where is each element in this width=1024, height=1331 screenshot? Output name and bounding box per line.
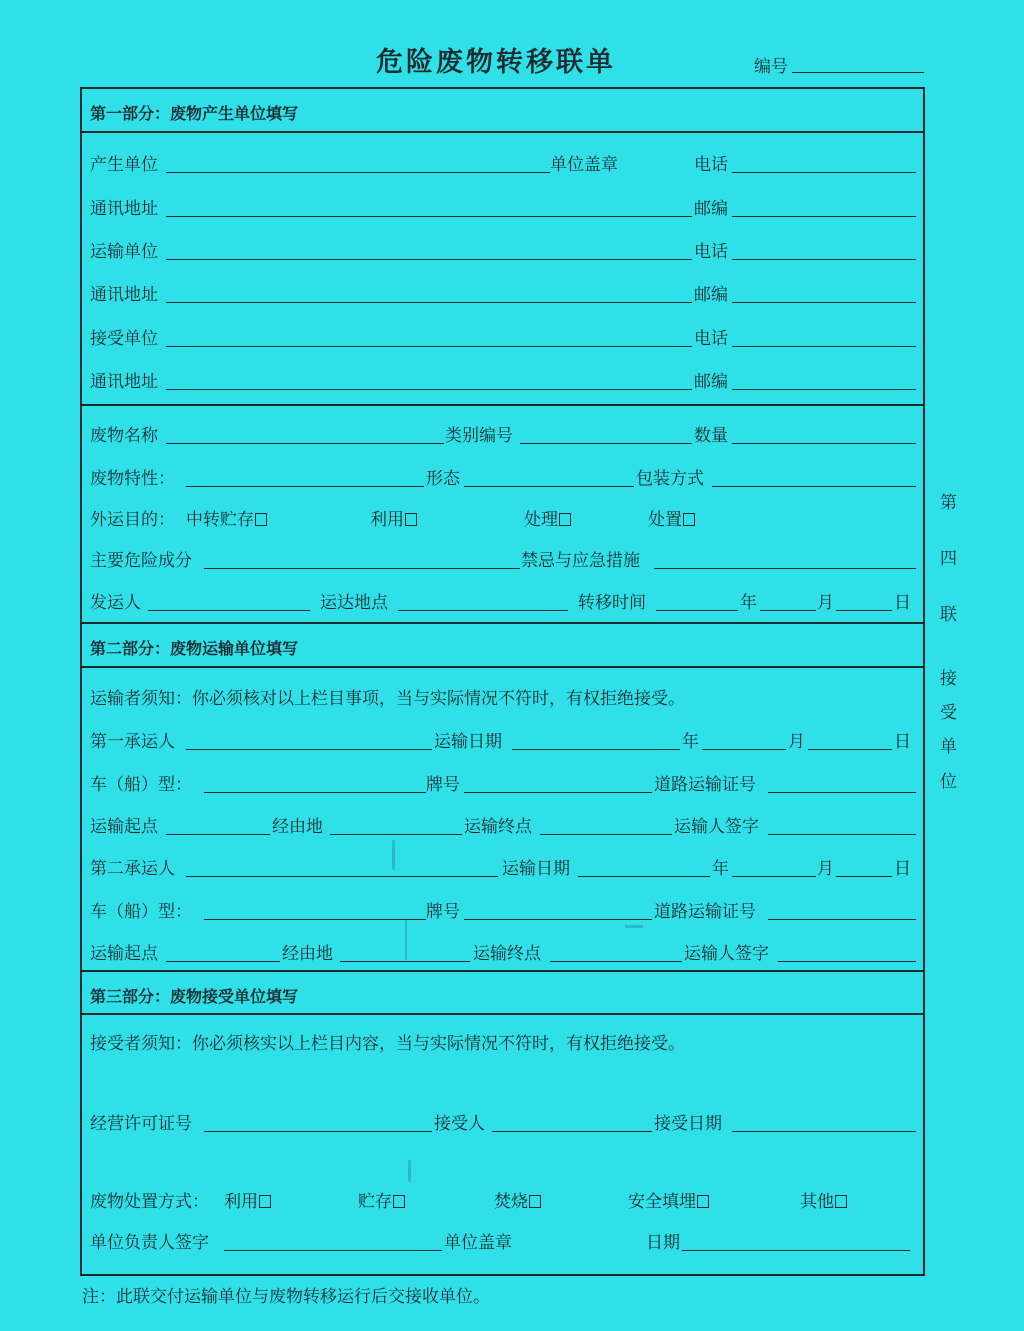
transport-date-label: 运输日期	[502, 859, 570, 879]
transfer-time-label: 转移时间	[578, 593, 646, 613]
receiver-field[interactable]	[166, 346, 692, 347]
road-permit-label: 道路运输证号	[654, 775, 756, 795]
year-field[interactable]	[578, 876, 710, 877]
end-label: 运输终点	[473, 944, 541, 964]
receive-date-field[interactable]	[732, 1131, 916, 1132]
postcode-field[interactable]	[732, 216, 916, 217]
form-frame	[80, 87, 925, 1276]
purpose-option[interactable]: 处理	[524, 505, 571, 530]
receive-date-label: 接受日期	[654, 1114, 722, 1134]
emergency-field[interactable]	[654, 568, 916, 569]
shipper-label: 发运人	[90, 593, 141, 613]
form-label: 形态	[426, 469, 460, 489]
producer-field[interactable]	[166, 172, 550, 173]
signature-field[interactable]	[768, 834, 916, 835]
transport-date-label: 运输日期	[434, 732, 502, 752]
divider	[80, 1013, 925, 1015]
side-label-char: 接	[940, 669, 957, 689]
phone-label: 电话	[694, 329, 728, 349]
side-label-char: 四	[940, 549, 957, 569]
checkbox[interactable]	[697, 1195, 709, 1208]
month-label: 月	[817, 593, 834, 613]
purpose-option[interactable]: 利用	[370, 505, 417, 530]
day-label: 日	[894, 732, 911, 752]
signature-field[interactable]	[778, 961, 916, 962]
receive-notice: 接受者须知：你必须核实以上栏目内容，当与实际情况不符时，有权拒绝接受。	[90, 1034, 685, 1054]
destination-label: 运达地点	[320, 593, 388, 613]
phone-field[interactable]	[732, 346, 916, 347]
purpose-option[interactable]: 处置	[648, 505, 695, 530]
form-field[interactable]	[464, 486, 634, 487]
quantity-field[interactable]	[732, 443, 916, 444]
producer-label: 产生单位	[90, 155, 158, 175]
checkbox[interactable]	[405, 513, 417, 526]
plate-field[interactable]	[464, 792, 652, 793]
footnote: 注：此联交付运输单位与废物转移运行后交接收单位。	[82, 1287, 490, 1307]
quantity-label: 数量	[694, 426, 728, 446]
road-permit-field[interactable]	[768, 919, 916, 920]
day-label: 日	[894, 593, 911, 613]
purpose-option[interactable]: 中转贮存	[186, 505, 267, 530]
disposal-label: 废物处置方式：	[90, 1192, 209, 1212]
waste-name-label: 废物名称	[90, 426, 158, 446]
phone-field[interactable]	[732, 259, 916, 260]
waste-name-field[interactable]	[166, 443, 444, 444]
phone-label: 电话	[694, 242, 728, 262]
serial-number-label: 编号	[754, 57, 788, 77]
month-field[interactable]	[702, 749, 786, 750]
emergency-label: 禁忌与应急措施	[521, 551, 640, 571]
divider	[80, 404, 925, 406]
month-label: 月	[817, 859, 834, 879]
receiver-label: 接受单位	[90, 329, 158, 349]
transporter-label: 运输单位	[90, 242, 158, 262]
signature-label: 运输人签字	[674, 817, 759, 837]
month-field[interactable]	[760, 610, 816, 611]
year-label: 年	[682, 732, 699, 752]
start-field[interactable]	[166, 961, 280, 962]
day-field[interactable]	[836, 876, 892, 877]
carrier2-field[interactable]	[186, 876, 498, 877]
end-label: 运输终点	[464, 817, 532, 837]
road-permit-field[interactable]	[768, 792, 916, 793]
disposal-option[interactable]: 焚烧	[494, 1187, 541, 1212]
hazard-field[interactable]	[204, 568, 520, 569]
transport-notice: 运输者须知：你必须核对以上栏目事项，当与实际情况不符时，有权拒绝接受。	[90, 689, 685, 709]
category-label: 类别编号	[445, 426, 513, 446]
packaging-field[interactable]	[712, 486, 916, 487]
checkbox[interactable]	[835, 1195, 847, 1208]
checkbox[interactable]	[255, 513, 267, 526]
waste-property-field[interactable]	[186, 486, 424, 487]
receiver-person-label: 接受人	[434, 1114, 485, 1134]
category-field[interactable]	[520, 443, 692, 444]
manager-sign-label: 单位负责人签字	[90, 1233, 209, 1253]
side-label-char: 单	[940, 737, 957, 757]
license-label: 经营许可证号	[90, 1114, 192, 1134]
postcode-label: 邮编	[694, 199, 728, 219]
paper-blemish	[625, 925, 643, 928]
seal-label: 单位盖章	[444, 1233, 512, 1253]
year-label: 年	[740, 593, 757, 613]
side-label-char: 联	[940, 605, 957, 625]
vehicle-label: 车（船）型：	[90, 902, 192, 922]
address-label: 通讯地址	[90, 199, 158, 219]
divider	[80, 131, 925, 133]
signature-label: 运输人签字	[684, 944, 769, 964]
part3-title: 第三部分：废物接受单位填写	[90, 987, 299, 1006]
phone-field[interactable]	[732, 172, 916, 173]
address-field[interactable]	[166, 389, 692, 390]
side-label-char: 受	[940, 703, 957, 723]
postcode-label: 邮编	[694, 285, 728, 305]
side-label-char: 位	[940, 772, 957, 792]
divider	[80, 622, 925, 624]
checkbox[interactable]	[559, 513, 571, 526]
year-field[interactable]	[512, 749, 680, 750]
day-label: 日	[894, 859, 911, 879]
address-label: 通讯地址	[90, 372, 158, 392]
end-field[interactable]	[550, 961, 682, 962]
form-title: 危险废物转移联单	[376, 47, 616, 78]
shipper-field[interactable]	[148, 610, 310, 611]
phone-label: 电话	[694, 155, 728, 175]
plate-label: 牌号	[426, 775, 460, 795]
part2-title: 第二部分：废物运输单位填写	[90, 639, 299, 658]
receiver-person-field[interactable]	[492, 1131, 652, 1132]
paper-blemish	[392, 840, 395, 870]
checkbox[interactable]	[393, 1195, 405, 1208]
purpose-label: 外运目的：	[90, 510, 175, 530]
day-field[interactable]	[808, 749, 892, 750]
license-field[interactable]	[204, 1131, 432, 1132]
vehicle-label: 车（船）型：	[90, 775, 192, 795]
start-label: 运输起点	[90, 944, 158, 964]
month-label: 月	[788, 732, 805, 752]
serial-number-field[interactable]	[792, 72, 924, 73]
paper-blemish	[405, 920, 407, 960]
part1-title: 第一部分：废物产生单位填写	[90, 104, 299, 123]
address-field[interactable]	[166, 302, 692, 303]
destination-field[interactable]	[398, 610, 568, 611]
carrier1-field[interactable]	[186, 749, 432, 750]
carrier1-label: 第一承运人	[90, 732, 175, 752]
start-field[interactable]	[166, 834, 270, 835]
paper-blemish	[408, 1160, 411, 1182]
disposal-option[interactable]: 利用	[224, 1187, 271, 1212]
postcode-field[interactable]	[732, 302, 916, 303]
hazard-label: 主要危险成分	[90, 551, 192, 571]
via-label: 经由地	[282, 944, 333, 964]
via-field[interactable]	[340, 961, 470, 962]
disposal-option[interactable]: 贮存	[358, 1187, 405, 1212]
divider	[80, 970, 925, 972]
road-permit-label: 道路运输证号	[654, 902, 756, 922]
vehicle-field[interactable]	[204, 919, 426, 920]
checkbox[interactable]	[259, 1195, 271, 1208]
disposal-option[interactable]: 其他	[800, 1187, 847, 1212]
seal-label: 单位盖章	[550, 155, 618, 175]
checkbox[interactable]	[529, 1195, 541, 1208]
disposal-option[interactable]: 安全填埋	[628, 1187, 709, 1212]
address-label: 通讯地址	[90, 285, 158, 305]
waste-property-label: 废物特性：	[90, 469, 175, 489]
postcode-field[interactable]	[732, 389, 916, 390]
postcode-label: 邮编	[694, 372, 728, 392]
carrier2-label: 第二承运人	[90, 859, 175, 879]
manager-sign-field[interactable]	[224, 1250, 442, 1251]
vehicle-field[interactable]	[204, 792, 426, 793]
start-label: 运输起点	[90, 817, 158, 837]
day-field[interactable]	[836, 610, 892, 611]
month-field[interactable]	[732, 876, 816, 877]
end-field[interactable]	[540, 834, 672, 835]
plate-field[interactable]	[464, 919, 652, 920]
transporter-field[interactable]	[166, 259, 692, 260]
via-label: 经由地	[272, 817, 323, 837]
checkbox[interactable]	[683, 513, 695, 526]
packaging-label: 包装方式	[636, 469, 704, 489]
address-field[interactable]	[166, 216, 692, 217]
date-label: 日期	[646, 1233, 680, 1253]
divider	[80, 666, 925, 668]
year-field[interactable]	[656, 610, 738, 611]
via-field[interactable]	[330, 834, 462, 835]
year-label: 年	[712, 859, 729, 879]
plate-label: 牌号	[426, 902, 460, 922]
side-label-char: 第	[940, 493, 957, 513]
date-field[interactable]	[682, 1250, 910, 1251]
